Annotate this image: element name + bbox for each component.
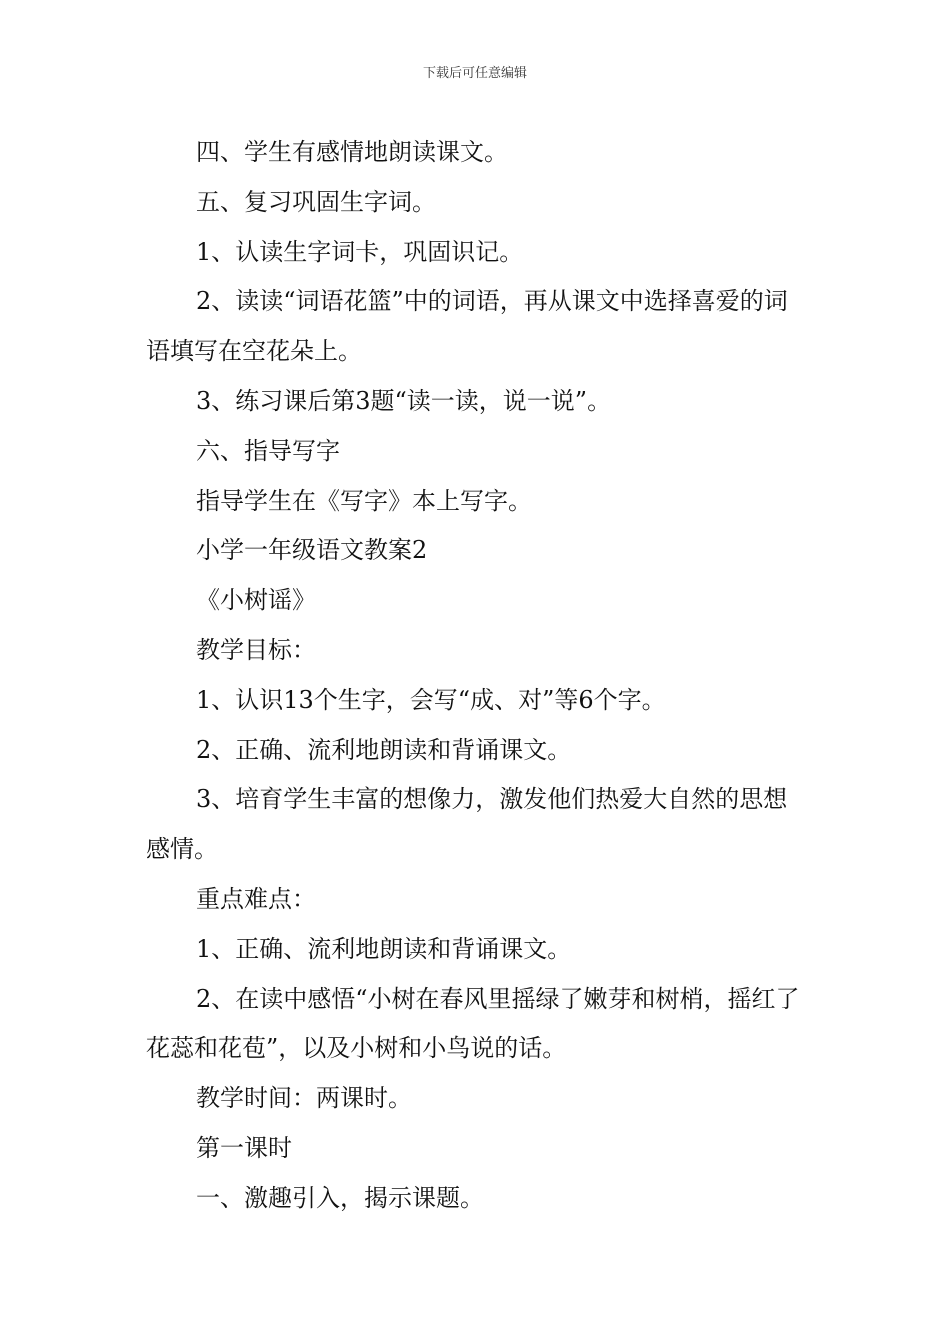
paragraph: 3、练习课后第3题“读一读，说一说”。 <box>196 386 612 415</box>
paragraph: 1、正确、流利地朗读和背诵课文。 <box>196 934 572 963</box>
paragraph: 3、培育学生丰富的想像力，激发他们热爱大自然的思想感情。 <box>146 785 788 864</box>
paragraph: 指导学生在《写字》本上写字。 <box>196 486 532 515</box>
page-header: 下载后可任意编辑 <box>422 66 527 81</box>
paragraph: 重点难点： <box>196 884 316 913</box>
paragraph: 小学一年级语文教案2 <box>196 536 428 565</box>
paragraph: 2、读读“词语花篮”中的词语，再从课文中选择喜爱的词语填写在空花朵上。 <box>146 287 788 366</box>
paragraph: 《小树谣》 <box>196 586 316 615</box>
paragraph: 一、激趣引入，揭示课题。 <box>196 1183 484 1212</box>
paragraph: 2、在读中感悟“小树在春风里摇绿了嫩芽和树梢，摇红了花蕊和花苞”，以及小树和小鸟说的话。 <box>146 984 800 1063</box>
paragraph: 2、正确、流利地朗读和背诵课文。 <box>196 735 572 764</box>
paragraph: 教学时间：两课时。 <box>196 1084 412 1113</box>
paragraph: 六、指导写字 <box>196 436 340 465</box>
paragraph: 第一课时 <box>196 1133 292 1162</box>
paragraph: 教学目标： <box>196 635 316 664</box>
paragraph: 五、复习巩固生字词。 <box>196 187 436 216</box>
paragraph: 四、学生有感情地朗读课文。 <box>196 138 508 166</box>
paragraph: 1、认读生字词卡，巩固识记。 <box>196 237 524 266</box>
document-body <box>146 128 808 1224</box>
paragraph: 1、认识13个生字，会写“成、对”等6个字。 <box>196 685 666 714</box>
